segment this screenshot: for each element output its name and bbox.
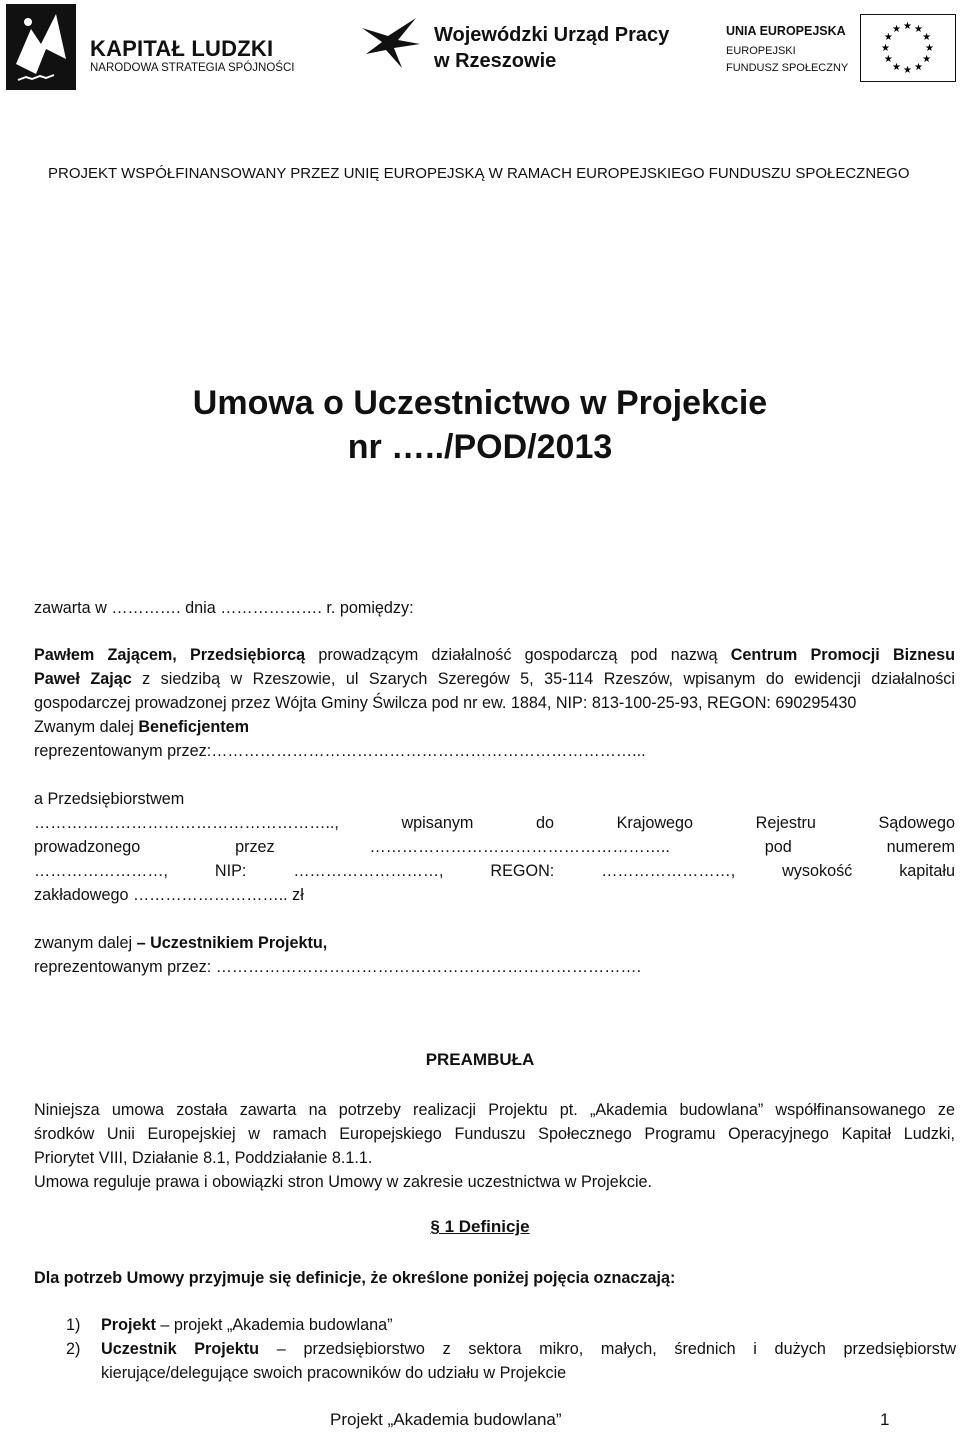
definition-item — [66, 1313, 956, 1337]
party2-represented: reprezentowanym przez: ……………………………………………………………………. — [34, 958, 642, 976]
party1-line1 — [34, 643, 955, 667]
party2-intro: a Przedsiębiorstwem — [34, 790, 185, 808]
party1-represented: reprezentowanym przez:……………………………………………………………………... — [34, 742, 646, 760]
eu-star-icon: ★ — [903, 21, 912, 32]
document-number: nr …../POD/2013 — [347, 428, 613, 466]
preamble-line2: środków Unii Europejskiej w ramach Europejskiego Funduszu Społecznego Programu Operacyjnego Kapitał Ludzki, — [34, 1125, 955, 1143]
definition-text — [101, 1337, 956, 1361]
preamble-line4: Umowa reguluje prawa i obowiązki stron Umowy w zakresie uczestnictwa w Projekcie. — [34, 1173, 653, 1191]
definition-text — [101, 1313, 956, 1337]
party1-text2: z siedzibą w Rzeszowie, ul Szarych Szeregów 5, 35-114 Rzeszów, wpisanym do ewidencji działalności — [131, 670, 955, 688]
party2-line2: prowadzonego przez ……………………………………………….. pod numerem — [34, 838, 955, 856]
eu-line1: UNIA EUROPEJSKA — [726, 24, 846, 38]
section1-heading-text: § 1 Definicje — [430, 1217, 530, 1236]
definition-term: Uczestnik Projektu — [101, 1340, 260, 1358]
party1-text1: prowadzącym działalność gospodarczą pod nazwą — [305, 646, 731, 664]
party1-line3: gospodarczej prowadzonej przez Wójta Gminy Świlcza pod nr ew. 1884, NIP: 813-100-25-93, REGON: 690295430 — [34, 694, 857, 712]
preamble-line3: Priorytet VIII, Działanie 8.1, Poddziałanie 8.1.1. — [34, 1149, 373, 1167]
wup-name-line1: Wojewódzki Urząd Pracy — [434, 24, 670, 46]
eu-star-icon: ★ — [892, 23, 901, 35]
wup-logo — [358, 14, 670, 74]
definition-def-a: – przedsiębiorstwo z sektora mikro, małych, średnich i dużych przedsiębiorstw — [259, 1340, 957, 1358]
eu-star-icon: ★ — [881, 43, 890, 54]
section1-heading — [0, 1217, 960, 1237]
eu-line3: FUNDUSZ SPOŁECZNY — [726, 62, 849, 74]
section1-intro: Dla potrzeb Umowy przyjmuje się definicje, że określone poniżej pojęcia oznaczają: — [34, 1269, 676, 1287]
definition-number: 2) — [66, 1340, 81, 1358]
eu-star-icon: ★ — [922, 54, 932, 65]
party1-line2 — [34, 667, 955, 691]
party2-line1: ……………………………………………….., wpisanym do Krajowego Rejestru Sądowego — [34, 814, 955, 832]
wup-bird-icon — [358, 14, 428, 72]
cofinancing-caption: PROJEKT WSPÓŁFINANSOWANY PRZEZ UNIĘ EUROPEJSKĄ W RAMACH EUROPEJSKIEGO FUNDUSZU SPOŁECZNEGO — [48, 165, 910, 182]
party1-name: Pawłem Zającem, Przedsiębiorcą — [34, 646, 306, 664]
party2-line3: ……………………, NIP: ………………………, REGON: ……………………, wysokość kapitału — [34, 862, 955, 880]
eu-star-icon: ★ — [914, 62, 923, 74]
party1-called — [34, 715, 955, 739]
eu-star-icon: ★ — [925, 43, 934, 54]
definition-number: 1) — [66, 1316, 81, 1334]
eu-logo — [720, 14, 956, 84]
kapital-ludzki-emblem-icon — [6, 4, 76, 90]
definition-def: – projekt „Akademia budowlana” — [155, 1316, 393, 1334]
kapital-ludzki-title: KAPITAŁ LUDZKI — [90, 36, 274, 61]
definition-item — [66, 1337, 956, 1385]
eu-star-icon: ★ — [914, 23, 923, 35]
kapital-ludzki-subtitle: NARODOWA STRATEGIA SPÓJNOŚCI — [90, 62, 295, 74]
eu-flag-icon — [860, 14, 956, 82]
party1-called-text: Zwanym dalej — [34, 718, 139, 736]
definition-text-cont: kierujące/delegujące swoich pracowników do udziału w Projekcie — [101, 1364, 567, 1382]
concluded-line: zawarta w …………. dnia ………………. r. pomiędzy: — [34, 599, 414, 617]
page-number: 1 — [880, 1410, 890, 1429]
eu-star-icon: ★ — [892, 62, 901, 74]
wup-name-line2: w Rzeszowie — [434, 50, 557, 72]
eu-line2: EUROPEJSKI — [726, 45, 796, 57]
definition-term: Projekt — [101, 1316, 156, 1334]
kapital-ludzki-logo — [6, 4, 296, 90]
eu-star-icon: ★ — [883, 32, 893, 43]
party1-company-a: Centrum Promocji Biznesu — [730, 646, 956, 664]
eu-star-icon: ★ — [903, 65, 912, 76]
party2-called — [34, 931, 955, 955]
footer-project-name: Projekt „Akademia budowlana” — [330, 1410, 562, 1429]
party2-line4: zakładowego ……………………….. zł — [34, 886, 304, 904]
eu-star-icon: ★ — [883, 54, 893, 65]
preamble-line1: Niniejsza umowa została zawarta na potrzeby realizacji Projektu pt. „Akademia budowlana” współfinansowanego ze — [34, 1101, 955, 1119]
eu-star-icon: ★ — [922, 32, 932, 43]
party2-role: – Uczestnikiem Projektu, — [136, 934, 328, 952]
party2-called-text: zwanym dalej — [34, 934, 137, 952]
party1-company-b: Paweł Zając — [34, 670, 132, 688]
preamble-heading: PREAMBUŁA — [425, 1050, 535, 1069]
document-title: Umowa o Uczestnictwo w Projekcie — [192, 384, 768, 422]
party1-role: Beneficjentem — [138, 718, 250, 736]
